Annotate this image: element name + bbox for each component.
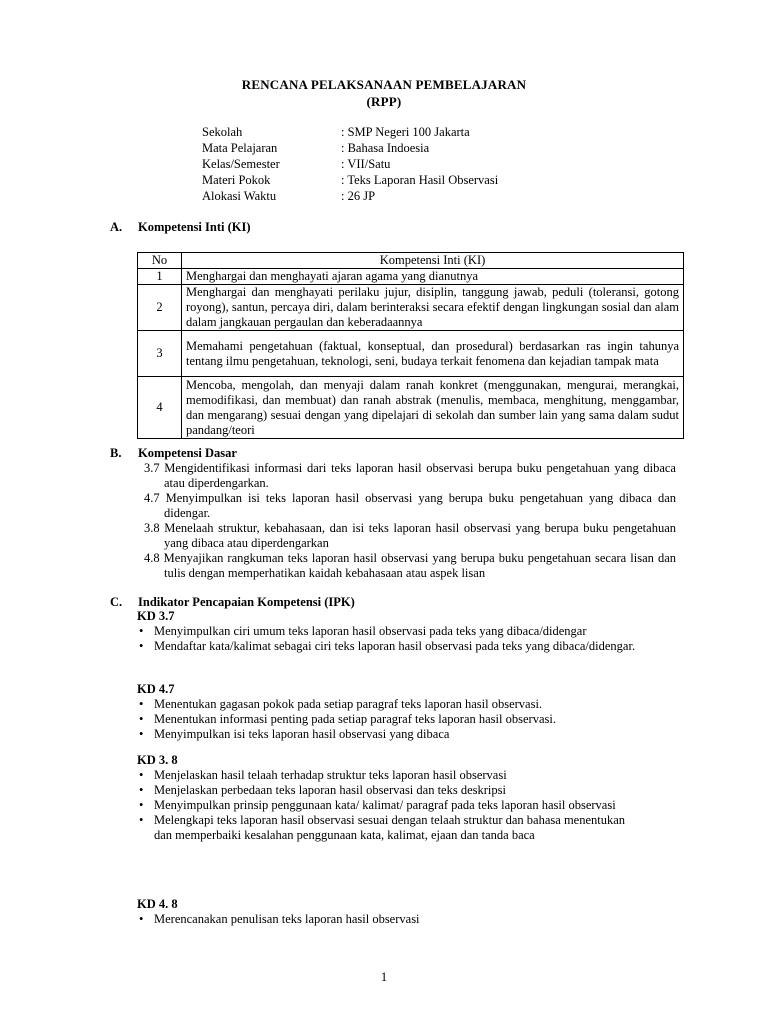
- list-item: • Menyimpulkan isi teks laporan hasil observasi yang dibaca: [139, 727, 450, 741]
- list-item: • Menjelaskan hasil telaah terhadap struktur teks laporan hasil observasi: [139, 768, 507, 782]
- section-letter: B.: [110, 446, 122, 460]
- section-title: Indikator Pencapaian Kompetensi (IPK): [138, 595, 355, 609]
- list-item: 3.8 Menelaah struktur, kebahasaan, dan isi teks laporan hasil observasi yang berupa buku pengetahuan yang dibaca atau diperdengarkan: [144, 521, 676, 550]
- meta-row: [202, 188, 498, 204]
- row-number: 4: [138, 377, 182, 439]
- ipk-heading: KD 4. 8: [137, 897, 178, 911]
- bullet-icon: •: [139, 712, 144, 726]
- section-letter: A.: [110, 220, 123, 234]
- ki-table: [137, 252, 684, 439]
- column-header-ki: Kompetensi Inti (KI): [182, 253, 684, 269]
- kd-list: [136, 461, 676, 581]
- section-letter: C.: [110, 595, 123, 609]
- list-item: • Menentukan informasi penting pada setiap paragraf teks laporan hasil observasi.: [139, 712, 556, 726]
- meta-label: Materi Pokok: [202, 173, 271, 187]
- table-row: [138, 377, 684, 439]
- meta-value: : Teks Laporan Hasil Observasi: [341, 173, 499, 187]
- meta-label: Alokasi Waktu: [202, 189, 277, 203]
- table-row: [138, 269, 684, 285]
- meta-value: : SMP Negeri 100 Jakarta: [341, 125, 470, 139]
- meta-value: : VII/Satu: [341, 157, 391, 171]
- section-title: Kompetensi Inti (KI): [138, 220, 251, 234]
- document-subtitle: (RPP): [366, 94, 402, 109]
- row-text: Menghargai dan menghayati perilaku jujur, disiplin, tanggung jawab, peduli (toleransi, gotong royong), santun, percaya diri, dalam berinteraksi secara efektif dengan lingkungan sosial dan alam dalam jangkauan pergaulan dan keberadaannya: [182, 285, 684, 331]
- row-number: 1: [138, 269, 182, 285]
- meta-row: [202, 172, 498, 188]
- list-item: • Mendaftar kata/kalimat sebagai ciri teks laporan hasil observasi pada teks yang dibaca/didengar.: [139, 639, 636, 653]
- meta-label: Sekolah: [202, 125, 243, 139]
- section-title: Kompetensi Dasar: [138, 446, 237, 460]
- meta-value: : 26 JP: [341, 189, 376, 203]
- list-item: • Menyimpulkan ciri umum teks laporan hasil observasi pada teks yang dibaca/didengar: [139, 624, 587, 638]
- list-item: 4.8 Menyajikan rangkuman teks laporan hasil observasi yang berupa buku pengetahuan secara lisan dan tulis dengan memperhatikan kaidah kebahasaan atau aspek lisan: [144, 551, 676, 580]
- section-b-heading: [110, 446, 237, 461]
- meta-label: Kelas/Semester: [202, 157, 280, 171]
- ipk-list: [136, 624, 676, 654]
- section-c-heading: [110, 595, 355, 610]
- bullet-icon: •: [139, 912, 144, 926]
- ipk-heading: KD 4.7: [137, 682, 175, 696]
- identity-block: [202, 124, 498, 204]
- list-item: 3.7 Mengidentifikasi informasi dari teks laporan hasil observasi berupa buku pengetahuan yang dibaca atau diperdengarkan.: [144, 461, 676, 490]
- row-text: Menghargai dan menghayati ajaran agama yang dianutnya: [182, 269, 684, 285]
- ipk-list: [136, 768, 636, 843]
- list-item: • Menentukan gagasan pokok pada setiap paragraf teks laporan hasil observasi.: [139, 697, 543, 711]
- page-number: 1: [380, 970, 388, 984]
- list-item: • Melengkapi teks laporan hasil observasi sesuai dengan telaah struktur dan bahasa menentukan dan memperbaiki kesalahan penggunaan kata, kalimat, ejaan dan tanda baca: [139, 813, 626, 842]
- meta-label: Mata Pelajaran: [202, 141, 278, 155]
- list-item: • Merencanakan penulisan teks laporan hasil observasi: [139, 912, 420, 926]
- column-header-no: No: [138, 253, 182, 269]
- document-title: RENCANA PELAKSANAAN PEMBELAJARAN: [241, 77, 527, 92]
- meta-row: [202, 124, 498, 140]
- bullet-icon: •: [139, 798, 144, 812]
- table-row: [138, 285, 684, 331]
- bullet-icon: •: [139, 639, 144, 653]
- bullet-icon: •: [139, 813, 144, 827]
- meta-value: : Bahasa Indoesia: [341, 141, 430, 155]
- ipk-list: [136, 697, 676, 742]
- ipk-heading: KD 3.7: [137, 609, 175, 623]
- section-a-heading: [110, 220, 251, 235]
- row-text: Memahami pengetahuan (faktual, konseptual, dan prosedural) berdasarkan ras ingin tahunya tentang ilmu pengetahuan, teknologi, seni, budaya terkait fenomena dan kejadian tampak mata: [182, 331, 684, 377]
- list-item: • Menyimpulkan prinsip penggunaan kata/ kalimat/ paragraf pada teks laporan hasil observasi: [139, 798, 616, 812]
- row-text: Mencoba, mengolah, dan menyaji dalam ranah konkret (menggunakan, mengurai, merangkai, memodifikasi, dan membuat) dan ranah abstrak (menulis, membaca, menghitung, menggambar, dan mengarang) sesuai dengan yang dipelajari di sekolah dan sumber lain yang sama dalam sudut pandang/teori: [182, 377, 684, 439]
- row-number: 2: [138, 285, 182, 331]
- table-header-row: [138, 253, 684, 269]
- bullet-icon: •: [139, 768, 144, 782]
- row-number: 3: [138, 331, 182, 377]
- bullet-icon: •: [139, 727, 144, 741]
- bullet-icon: •: [139, 697, 144, 711]
- ipk-heading: KD 3. 8: [137, 753, 178, 767]
- bullet-icon: •: [139, 624, 144, 638]
- ipk-list: [136, 912, 676, 927]
- list-item: • Menjelaskan perbedaan teks laporan hasil observasi dan teks deskripsi: [139, 783, 506, 797]
- table-row: [138, 331, 684, 377]
- bullet-icon: •: [139, 783, 144, 797]
- meta-row: [202, 156, 498, 172]
- meta-row: [202, 140, 498, 156]
- list-item: 4.7 Menyimpulkan isi teks laporan hasil observasi yang berupa buku pengetahuan yang dibaca dan didengar.: [144, 491, 676, 520]
